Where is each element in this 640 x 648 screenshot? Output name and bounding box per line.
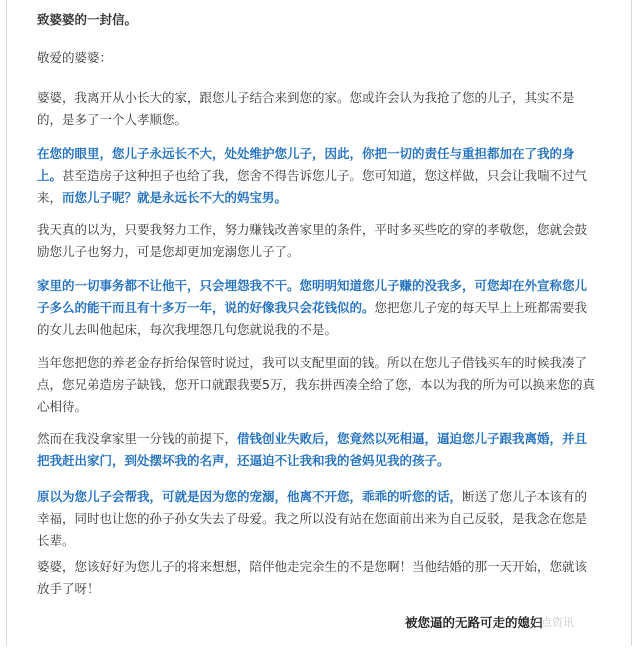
paragraph-8: 婆婆，您该好好为您儿子的将来想想，陪伴他走完余生的不是您啊！当他结婚的那一天开始，您就该放手了呀！ <box>37 559 588 596</box>
letter-title: 致婆婆的一封信。 <box>37 12 138 27</box>
signature: 被您逼的无路可走的媳妇 <box>405 615 543 630</box>
paragraph-2-highlight: 在您的眼里，您儿子永远长不大，处处维护您儿子，因此，你把一切的责任与重担都加在了我的身上。 <box>37 146 575 183</box>
paragraph-2-text: 甚至造房子这种担子也给了我，您舍不得告诉您儿子。您可知道，您这样做，只会让我喘不过气来， <box>37 168 588 205</box>
paragraph-7 <box>37 486 597 552</box>
paragraph-2-highlight-end: 而您儿子呢？就是永远长不大的妈宝男。 <box>62 190 288 205</box>
watermark: 一点资讯 <box>530 616 574 629</box>
letter-greeting: 敬爱的婆婆： <box>37 50 113 65</box>
paragraph-5: 当年您把您的养老金存折给保管时说过，我可以支配里面的钱。所以在您儿子借钱买车的时候我凑了点，您兄弟造房子缺钱，您开口就跟我要5万，我东拼西凑全给了您，本以为我的所为可以换来您的真心相待。 <box>37 355 595 414</box>
paragraph-4 <box>37 275 597 341</box>
paragraph-1: 婆婆，我离开从小长大的家，跟您儿子结合来到您的家。您或许会认为我抢了您的儿子，其实不是的，是多了一个人孝顺您。 <box>37 90 575 127</box>
paragraph-7-highlight: 原以为您儿子会帮我，可就是因为您的宠溺，他离不开您，乖乖的听您的话， <box>37 489 463 504</box>
paragraph-6-highlight: 借钱创业失败后，您竟然以死相逼，逼迫您儿子跟我离婚，并且把我赶出家门，到处摆坏我的名声，还逼迫不让我和我的爸妈见我的孩子。 <box>37 431 588 468</box>
paragraph-3: 我天真的以为，只要我努力工作，努力赚钱改善家里的条件，平时多买些吃的穿的孝敬您，您就会鼓励您儿子也努力，可是您却更加宠溺您儿子了。 <box>37 222 588 259</box>
paragraph-6-text: 然而在我没拿家里一分钱的前提下， <box>37 431 238 446</box>
paragraph-4-highlight: 家里的一切事务都不让他干，只会埋怨我不干。您明明知道您儿子赚的没我多，可您却在外宣称您儿子多么的能干而且有十多万一年，说的好像我只会花钱似的。 <box>37 278 588 315</box>
paragraph-2 <box>37 143 597 209</box>
paragraph-7-text: 断送了您儿子本该有的幸福，同时也让您的孙子孙女失去了母爱。我之所以没有站在您面前出来为自己反驳，是我念在您是长辈。 <box>37 489 588 548</box>
paragraph-6 <box>37 428 597 472</box>
paragraph-4-text: 您把您儿子宠的每天早上上班都需要我的女儿去叫他起床，每次我埋怨几句您就说我的不是。 <box>37 300 588 337</box>
